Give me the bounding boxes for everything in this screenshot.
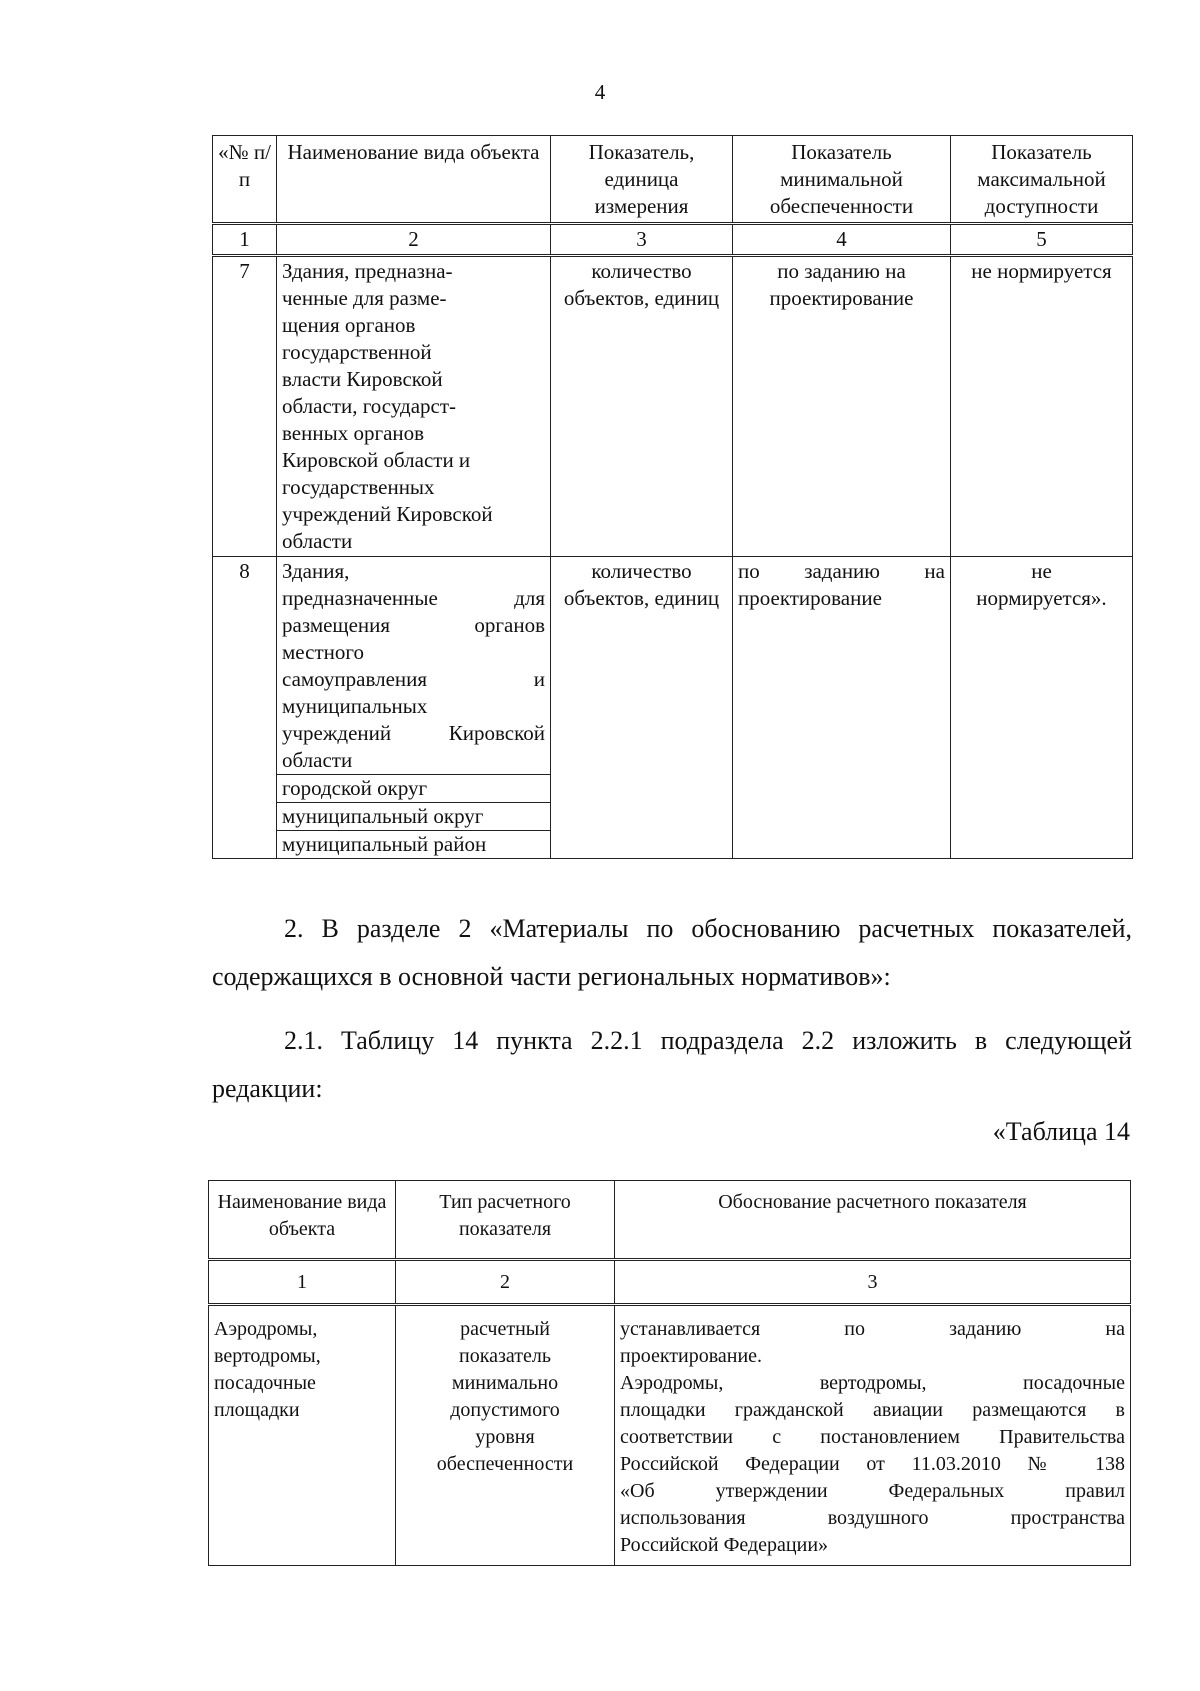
text-line: содержащихся в основной части региональных нормативов»: [212, 962, 891, 991]
column-number-row [213, 224, 1133, 256]
text-line: площадки [214, 1399, 300, 1421]
sub-item-municipal-region: муниципальный район [277, 830, 550, 858]
header-cell-number: «№ п/п [213, 136, 277, 224]
table-caption: «Таблица 14 [992, 1117, 1130, 1146]
text-line: самоуправления и [282, 667, 545, 691]
paragraph-section-2 [212, 905, 1132, 1001]
column-number: 3 [615, 1260, 1131, 1305]
table-header-row [213, 136, 1133, 224]
table-row [213, 557, 1133, 859]
basis-cell [615, 1305, 1131, 1566]
text-line: местного [282, 640, 364, 664]
sub-item-municipal-district: муниципальный округ [277, 802, 550, 830]
text-line: Аэродромы, вертодромы, посадочные [620, 1372, 1125, 1394]
text-line: обеспеченности [436, 1453, 574, 1475]
table-row [213, 256, 1133, 557]
text-line: использования воздушного пространства [620, 1507, 1125, 1529]
text-line: устанавливается по заданию на [620, 1318, 1125, 1340]
text-line: муниципальных [282, 694, 428, 718]
text-line: государственной [282, 340, 432, 364]
page-number: 4 [594, 80, 606, 104]
text-line: Российской Федерации от 11.03.2010 № 138 [620, 1453, 1125, 1475]
text-line: редакции: [212, 1074, 323, 1103]
column-number: 1 [213, 224, 277, 256]
column-number: 2 [277, 224, 551, 256]
text-line: проектирование [738, 586, 882, 610]
table-row [209, 1305, 1131, 1566]
text-line: ченные для разме- [282, 286, 447, 310]
text-line: показатель [459, 1345, 551, 1367]
unit-cell: количество объектов, единиц [551, 557, 733, 859]
column-number: 4 [733, 224, 951, 256]
text-line: 2. В разделе 2 «Материалы по обоснованию расчетных показателей, [284, 914, 1132, 943]
min-provision-cell: по заданию на проектирование [733, 256, 951, 557]
text-line: «Об утверждении Федеральных правил [620, 1480, 1125, 1502]
paragraph-table14 [212, 1017, 1132, 1113]
text-line: государственных [282, 475, 435, 499]
text-line: вертодромы, [214, 1345, 321, 1367]
text-line: области [282, 529, 353, 553]
text-line: области [282, 748, 353, 772]
object-name-cell [277, 256, 551, 557]
text-line: предназначенные для [282, 586, 545, 610]
header-cell-unit: Показатель, единица измерения [551, 136, 733, 224]
text-line: Кировской области и [282, 448, 471, 472]
norms-table [212, 135, 1133, 859]
text-line: по заданию на [738, 559, 945, 583]
column-number: 1 [209, 1260, 396, 1305]
header-cell-object-name: Наименование вида объекта [209, 1181, 396, 1260]
text-line: размещения органов [282, 613, 545, 637]
column-number-row [209, 1260, 1131, 1305]
row-number: 8 [213, 557, 277, 859]
text-line: области, государст- [282, 394, 457, 418]
text-line: минимально [451, 1372, 559, 1394]
header-cell-basis: Обоснование расчетного показателя [615, 1181, 1131, 1260]
unit-cell: количество объектов, единиц [551, 256, 733, 557]
text-line: Российской Федерации» [620, 1534, 829, 1556]
header-cell-max-access: Показатель максимальной доступности [951, 136, 1133, 224]
row-number: 7 [213, 256, 277, 557]
column-number: 5 [951, 224, 1133, 256]
text-line: соответствии с постановлением Правительства [620, 1426, 1125, 1448]
text-line: посадочные [214, 1372, 316, 1394]
header-cell-indicator-type: Тип расчетного показателя [396, 1181, 615, 1260]
text-line: венных органов [282, 421, 425, 445]
text-line: Здания, [282, 559, 350, 583]
column-number: 3 [551, 224, 733, 256]
text-line: не [1031, 559, 1052, 583]
object-name-cell [277, 557, 551, 859]
header-cell-min-provision: Показатель минимальной обеспеченности [733, 136, 951, 224]
header-cell-object-name: Наименование вида объекта [277, 136, 551, 224]
text-line: уровня [475, 1426, 535, 1448]
text-line: учреждений Кировской [282, 721, 545, 745]
table-14 [208, 1180, 1131, 1566]
text-line: допустимого [450, 1399, 560, 1421]
max-access-cell [951, 557, 1133, 859]
text-line: площадки гражданской авиации размещаются в [620, 1399, 1125, 1421]
object-name-cell [209, 1305, 396, 1566]
text-line: Здания, предназна- [282, 259, 453, 283]
table-header-row [209, 1181, 1131, 1260]
text-line: проектирование. [620, 1345, 763, 1367]
indicator-type-cell [396, 1305, 615, 1566]
text-line: Аэродромы, [214, 1318, 318, 1340]
text-line: власти Кировской [282, 367, 443, 391]
min-provision-cell [733, 557, 951, 859]
text-line: щения органов [282, 313, 416, 337]
text-line: 2.1. Таблицу 14 пункта 2.2.1 подраздела 2.2 изложить в следующей [284, 1026, 1132, 1055]
sub-item-city-district: городской округ [277, 774, 550, 802]
column-number: 2 [396, 1260, 615, 1305]
max-access-cell: не нормируется [951, 256, 1133, 557]
text-line: нормируется». [976, 586, 1107, 610]
text-line: расчетный [460, 1318, 550, 1340]
text-line: учреждений Кировской [282, 502, 493, 526]
